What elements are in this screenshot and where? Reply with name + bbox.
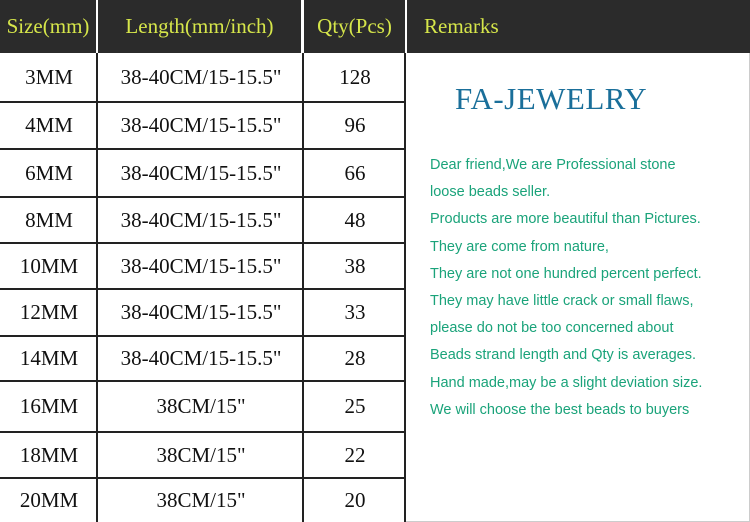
cell-qty: 22 bbox=[344, 442, 366, 467]
cell-qty: 33 bbox=[344, 300, 366, 324]
table-row bbox=[0, 336, 406, 381]
cell-size: 12MM bbox=[19, 300, 79, 324]
table-row bbox=[0, 149, 406, 197]
cell-size: 14MM bbox=[19, 346, 79, 370]
row-divider bbox=[0, 288, 406, 290]
cell-qty: 25 bbox=[344, 394, 366, 418]
header-remarks: Remarks bbox=[407, 0, 750, 53]
cell-qty: 128 bbox=[339, 65, 371, 89]
cell-length: 38-40CM/15-15.5" bbox=[120, 346, 282, 370]
header-size: Size(mm) bbox=[0, 0, 96, 53]
cell-length: 38-40CM/15-15.5" bbox=[120, 253, 282, 278]
cell-length: 38-40CM/15-15.5" bbox=[120, 207, 282, 232]
row-divider bbox=[0, 148, 406, 150]
cell-qty: 66 bbox=[344, 160, 366, 185]
remarks-panel bbox=[406, 53, 750, 522]
cell-qty: 20 bbox=[344, 487, 366, 512]
cell-length: 38CM/15" bbox=[156, 442, 246, 467]
header-length: Length(mm/inch) bbox=[98, 0, 301, 53]
table-row bbox=[0, 432, 406, 478]
remark-line: They may have little crack or small flaws, bbox=[430, 292, 694, 309]
remark-line: Products are more beautiful than Pictures. bbox=[430, 211, 701, 228]
cell-length: 38-40CM/15-15.5" bbox=[120, 300, 282, 324]
row-divider bbox=[0, 380, 406, 382]
cell-size: 3MM bbox=[25, 65, 73, 89]
row-divider bbox=[0, 242, 406, 244]
remark-line: They are not one hundred percent perfect. bbox=[430, 265, 702, 282]
cell-size: 18MM bbox=[19, 442, 79, 467]
remark-line: Hand made,may be a slight deviation size. bbox=[430, 374, 703, 391]
cell-size: 10MM bbox=[19, 253, 79, 278]
remark-line: please do not be too concerned about bbox=[430, 320, 674, 337]
table-row bbox=[0, 381, 406, 432]
cell-length: 38CM/15" bbox=[156, 487, 246, 512]
remark-line: Beads strand length and Qty is averages. bbox=[430, 347, 696, 364]
cell-qty: 38 bbox=[344, 253, 366, 278]
cell-qty: 28 bbox=[344, 346, 366, 370]
table-row bbox=[0, 102, 406, 149]
cell-length: 38-40CM/15-15.5" bbox=[120, 113, 282, 137]
table-row bbox=[0, 197, 406, 243]
row-divider bbox=[0, 196, 406, 198]
row-divider bbox=[0, 101, 406, 103]
cell-size: 20MM bbox=[19, 487, 79, 512]
remarks-list bbox=[430, 152, 702, 424]
row-divider bbox=[0, 431, 406, 433]
remark-line: Dear friend,We are Professional stone bbox=[430, 157, 676, 173]
cell-qty: 96 bbox=[344, 113, 366, 137]
row-divider bbox=[0, 335, 406, 337]
cell-qty: 48 bbox=[344, 207, 366, 232]
cell-length: 38-40CM/15-15.5" bbox=[120, 160, 282, 185]
brand-title: FA-JEWELRY bbox=[455, 81, 648, 116]
cell-size: 6MM bbox=[25, 160, 73, 185]
table-row bbox=[0, 289, 406, 336]
remark-line: We will choose the best beads to buyers bbox=[430, 401, 690, 418]
cell-size: 4MM bbox=[25, 113, 73, 137]
cell-length: 38-40CM/15-15.5" bbox=[120, 65, 282, 89]
cell-size: 8MM bbox=[25, 207, 73, 232]
header-qty: Qty(Pcs) bbox=[304, 0, 405, 53]
remark-line: They are come from nature, bbox=[430, 238, 609, 255]
table-row bbox=[0, 243, 406, 289]
row-divider bbox=[0, 477, 406, 479]
table-row bbox=[0, 53, 406, 102]
remark-line: loose beads seller. bbox=[430, 184, 551, 201]
cell-length: 38CM/15" bbox=[156, 394, 246, 418]
cell-size: 16MM bbox=[19, 394, 79, 418]
table-row bbox=[0, 478, 406, 522]
